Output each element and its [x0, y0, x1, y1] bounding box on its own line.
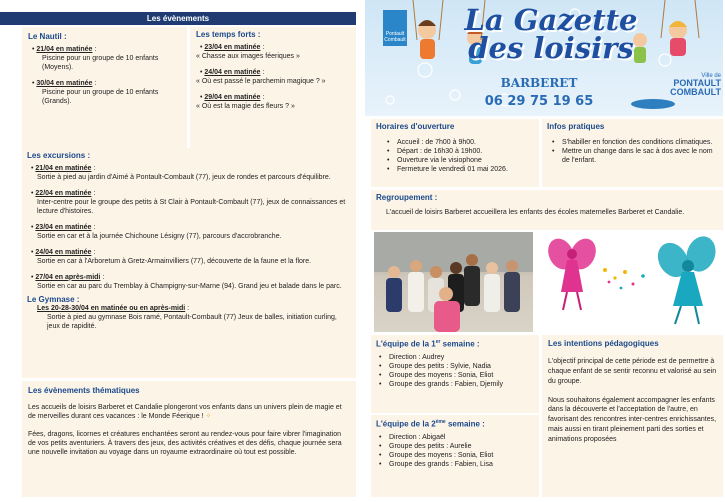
regroupement-title: Regroupement :: [376, 193, 438, 202]
excursion-date: 21/04 en matinée: [35, 165, 92, 173]
nautil-text: Piscine pour un groupe de 10 enfants (Moyens).: [42, 55, 159, 72]
fairy-illustration: [543, 232, 723, 332]
intentions-p2: Nous souhaitons également accompagner les enfants dans la découverte et l'acceptation de l'autre, en favorisant des rencontres inter-centres enrichissantes, mais aussi en tirant pleinement parti des sorties et animations proposées: [548, 396, 717, 443]
teal-fairy-icon: [652, 232, 720, 324]
excursion-item: • 21/04 en matinée : Sortie à pied au jardin d'Aimé à Pontault-Combault (77), jeux de rondes et parcours d'équilibre.: [27, 165, 351, 183]
thematic-p2: Fées, dragons, licornes et créatures enchantées seront au rendez-vous pour faire vibrer l'imagination de vos petits aventuriers. À travers des jeux, des activités créatives et des défis, chaque journée sera une nouvelle invitation au voyage dans un royaume extraordinaire où tout est possible.: [28, 431, 342, 457]
regroupement-panel: [371, 190, 723, 230]
gymnase-date: Les 20-28-30/04 en matinée ou en après-midi: [37, 304, 186, 312]
team2-member: • Direction : Abigaël: [376, 434, 534, 443]
temps-fort-item: • 29/04 en matinée : « Où est la magie des fleurs ? »: [196, 94, 350, 112]
temps-fort-item: • 23/04 en matinée : « Chasse aux images féeriques »: [196, 44, 350, 62]
masthead: [365, 0, 723, 116]
info-item: • S'habiller en fonction des conditions climatiques.: [549, 139, 718, 148]
bullet-icon: •: [31, 165, 36, 173]
temps-fort-text: « Chasse aux images féeriques »: [196, 53, 300, 61]
infos-title: Infos pratiques: [547, 122, 605, 131]
excursions-title: Les excursions :: [27, 151, 91, 160]
temps-fort-date: 23/04 en matinée: [204, 44, 261, 52]
temps-fort-text: « Où est la magie des fleurs ? »: [196, 103, 295, 110]
gymnase-text: Sortie à pied au gymnase Bois ramé, Pontault-Combault (77) Jeux de balles, initiation curling, jeux de rapidité.: [47, 313, 337, 330]
team1-panel: [371, 335, 539, 413]
hours-item: • Fermeture le vendredi 01 mai 2026.: [384, 166, 534, 175]
info-item: • Mettre un change dans le sac à dos avec le nom de l'enfant.: [549, 148, 718, 166]
bullet-icon: •: [32, 80, 37, 88]
excursion-text: Sortie en car au parc du Tremblay à Champigny-sur-Marne (94). Grand jeu et balade dans le parc.: [37, 282, 342, 290]
excursion-text: Sortie en car et à la journée Chichoune Lésigny (77), parcours d'accrobranche.: [37, 232, 282, 240]
nautil-title: Le Nautil :: [28, 32, 67, 41]
team2-member: • Groupe des petits : Aurelie: [376, 443, 534, 452]
city-logo-small: Pontault Combault: [383, 10, 407, 46]
excursion-date: 24/04 en matinée: [35, 248, 92, 256]
team2-member: • Groupe des grands : Fabien, Lisa: [376, 461, 534, 470]
bullet-icon: •: [31, 248, 36, 256]
thematic-title: Les évènements thématiques: [28, 386, 140, 395]
hours-item: • Départ : de 16h30 à 19h00.: [384, 148, 534, 157]
team2-member: • Groupe des moyens : Sonia, Eliot: [376, 452, 534, 461]
temps-fort-date: 24/04 en matinée: [204, 69, 261, 77]
regroupement-text: L'accueil de loisirs Barberet accueillera les enfants des écoles maternelles Barberet et Candalie.: [386, 209, 685, 217]
pink-fairy-icon: [543, 234, 600, 310]
team2-panel: [371, 415, 539, 497]
excursion-text: Inter-centre pour le groupe des petits à St Clair à Pontault-Combault (77), jeux de connaissances et lecture d'histoires.: [37, 199, 346, 216]
thematic-p1: Les accueils de loisirs Barberet et Candalie plongeront vos enfants dans un univers plein de magie et de merveilles durant ces vacances : le Monde Féerique ! ✧: [28, 404, 342, 421]
hours-panel: [371, 119, 539, 187]
gymnase-title: Le Gymnase :: [27, 294, 80, 304]
temps-fort-item: • 24/04 en matinée : « Où est passé le parchemin magique ? »: [196, 69, 350, 87]
city-logo: Ville de PONTAULT COMBAULT: [670, 73, 721, 97]
nautil-date: 21/04 en matinée: [36, 46, 93, 54]
team1-member: • Groupe des petits : Sylvie, Nadia: [376, 363, 534, 372]
bullet-icon: •: [200, 44, 205, 52]
events-header: Les évènements: [0, 12, 356, 25]
bullet-icon: •: [32, 46, 37, 54]
excursion-date: 27/04 en après-midi: [35, 273, 101, 281]
excursion-item: • 22/04 en matinée : Inter-centre pour le groupe des petits à St Clair à Pontault-Combault (77), jeux de connaissances et lecture d'histoires.: [27, 190, 351, 217]
team1-member: • Groupe des grands : Fabien, Djemily: [376, 381, 534, 390]
nautil-date: 30/04 en matinée: [36, 80, 93, 88]
intentions-title: Les intentions pédagogiques: [548, 339, 659, 348]
excursion-text: Sortie en car à l'Arboretum à Gretz-Armainvilliers (77), découverte de la faune et la flore.: [37, 257, 312, 265]
stars-decoration: [603, 268, 645, 289]
excursion-text: Sortie à pied au jardin d'Aimé à Pontault-Combault (77), jeux de rondes et parcours d'équilibre.: [37, 174, 331, 182]
bullet-icon: •: [200, 94, 205, 102]
team1-member: • Direction : Audrey: [376, 354, 534, 363]
thematic-panel: [22, 381, 356, 497]
temps-fort-text: « Où est passé le parchemin magique ? »: [196, 78, 326, 86]
excursion-date: 22/04 en matinée: [35, 190, 92, 198]
nautil-item: • 21/04 en matinée : Piscine pour un groupe de 10 enfants (Moyens).: [28, 46, 181, 73]
infos-panel: [542, 119, 723, 187]
hours-title: Horaires d'ouverture: [376, 122, 455, 131]
gymnase-item: Les 20-28-30/04 en matinée ou en après-midi : Sortie à pied au gymnase Bois ramé, Pontault-Combault (77) Jeux de balles, initiation curling, jeux de rapidité.: [27, 305, 351, 332]
excursions-panel: [22, 148, 356, 378]
excursion-item: • 27/04 en après-midi : Sortie en car au parc du Tremblay à Champigny-sur-Marne (94). Grand jeu et balade dans le parc.: [27, 274, 351, 292]
temps-forts-title: Les temps forts :: [196, 30, 261, 39]
excursion-item: • 23/04 en matinée : Sortie en car et à la journée Chichoune Lésigny (77), parcours d'accrobranche.: [27, 224, 351, 242]
intentions-panel: [542, 335, 723, 497]
bullet-icon: •: [31, 224, 36, 231]
bullet-icon: •: [200, 69, 205, 77]
excursion-item: • 24/04 en matinée : Sortie en car à l'Arboretum à Gretz-Armainvilliers (77), découverte de la faune et la flore.: [27, 249, 351, 267]
team1-title: L'équipe de la 1er semaine :: [376, 339, 480, 349]
nautil-panel: [22, 27, 187, 151]
nautil-text: Piscine pour un groupe de 10 enfants (Grands).: [42, 89, 159, 105]
hours-item: • Ouverture via le visiophone: [384, 157, 534, 166]
bullet-icon: •: [31, 190, 36, 198]
hours-item: • Accueil : de 7h00 à 9h00.: [384, 139, 534, 148]
nautil-item: • 30/04 en matinée : Piscine pour un groupe de 10 enfants (Grands).: [28, 80, 181, 107]
team2-title: L'équipe de la 2ème semaine :: [376, 419, 485, 429]
center-name: BARBERET: [500, 76, 578, 90]
sparkle-icon: ✧: [205, 413, 212, 421]
excursion-date: 23/04 en matinée: [35, 224, 92, 231]
intentions-p1: L'objectif principal de cette période est de permettre à chaque enfant de se sentir reconnu et valorisé au sein du groupe.: [548, 358, 717, 385]
phone-number: 06 29 75 19 65: [484, 94, 594, 109]
team-photo: [374, 232, 533, 332]
temps-forts-panel: [190, 27, 356, 151]
bullet-icon: •: [31, 273, 36, 281]
temps-fort-date: 29/04 en matinée: [204, 94, 261, 102]
gazette-title: La Gazette des loisirs: [464, 3, 638, 65]
team-photo-illustration: [374, 232, 533, 332]
team1-member: • Groupe des moyens : Sonia, Eliot: [376, 372, 534, 381]
